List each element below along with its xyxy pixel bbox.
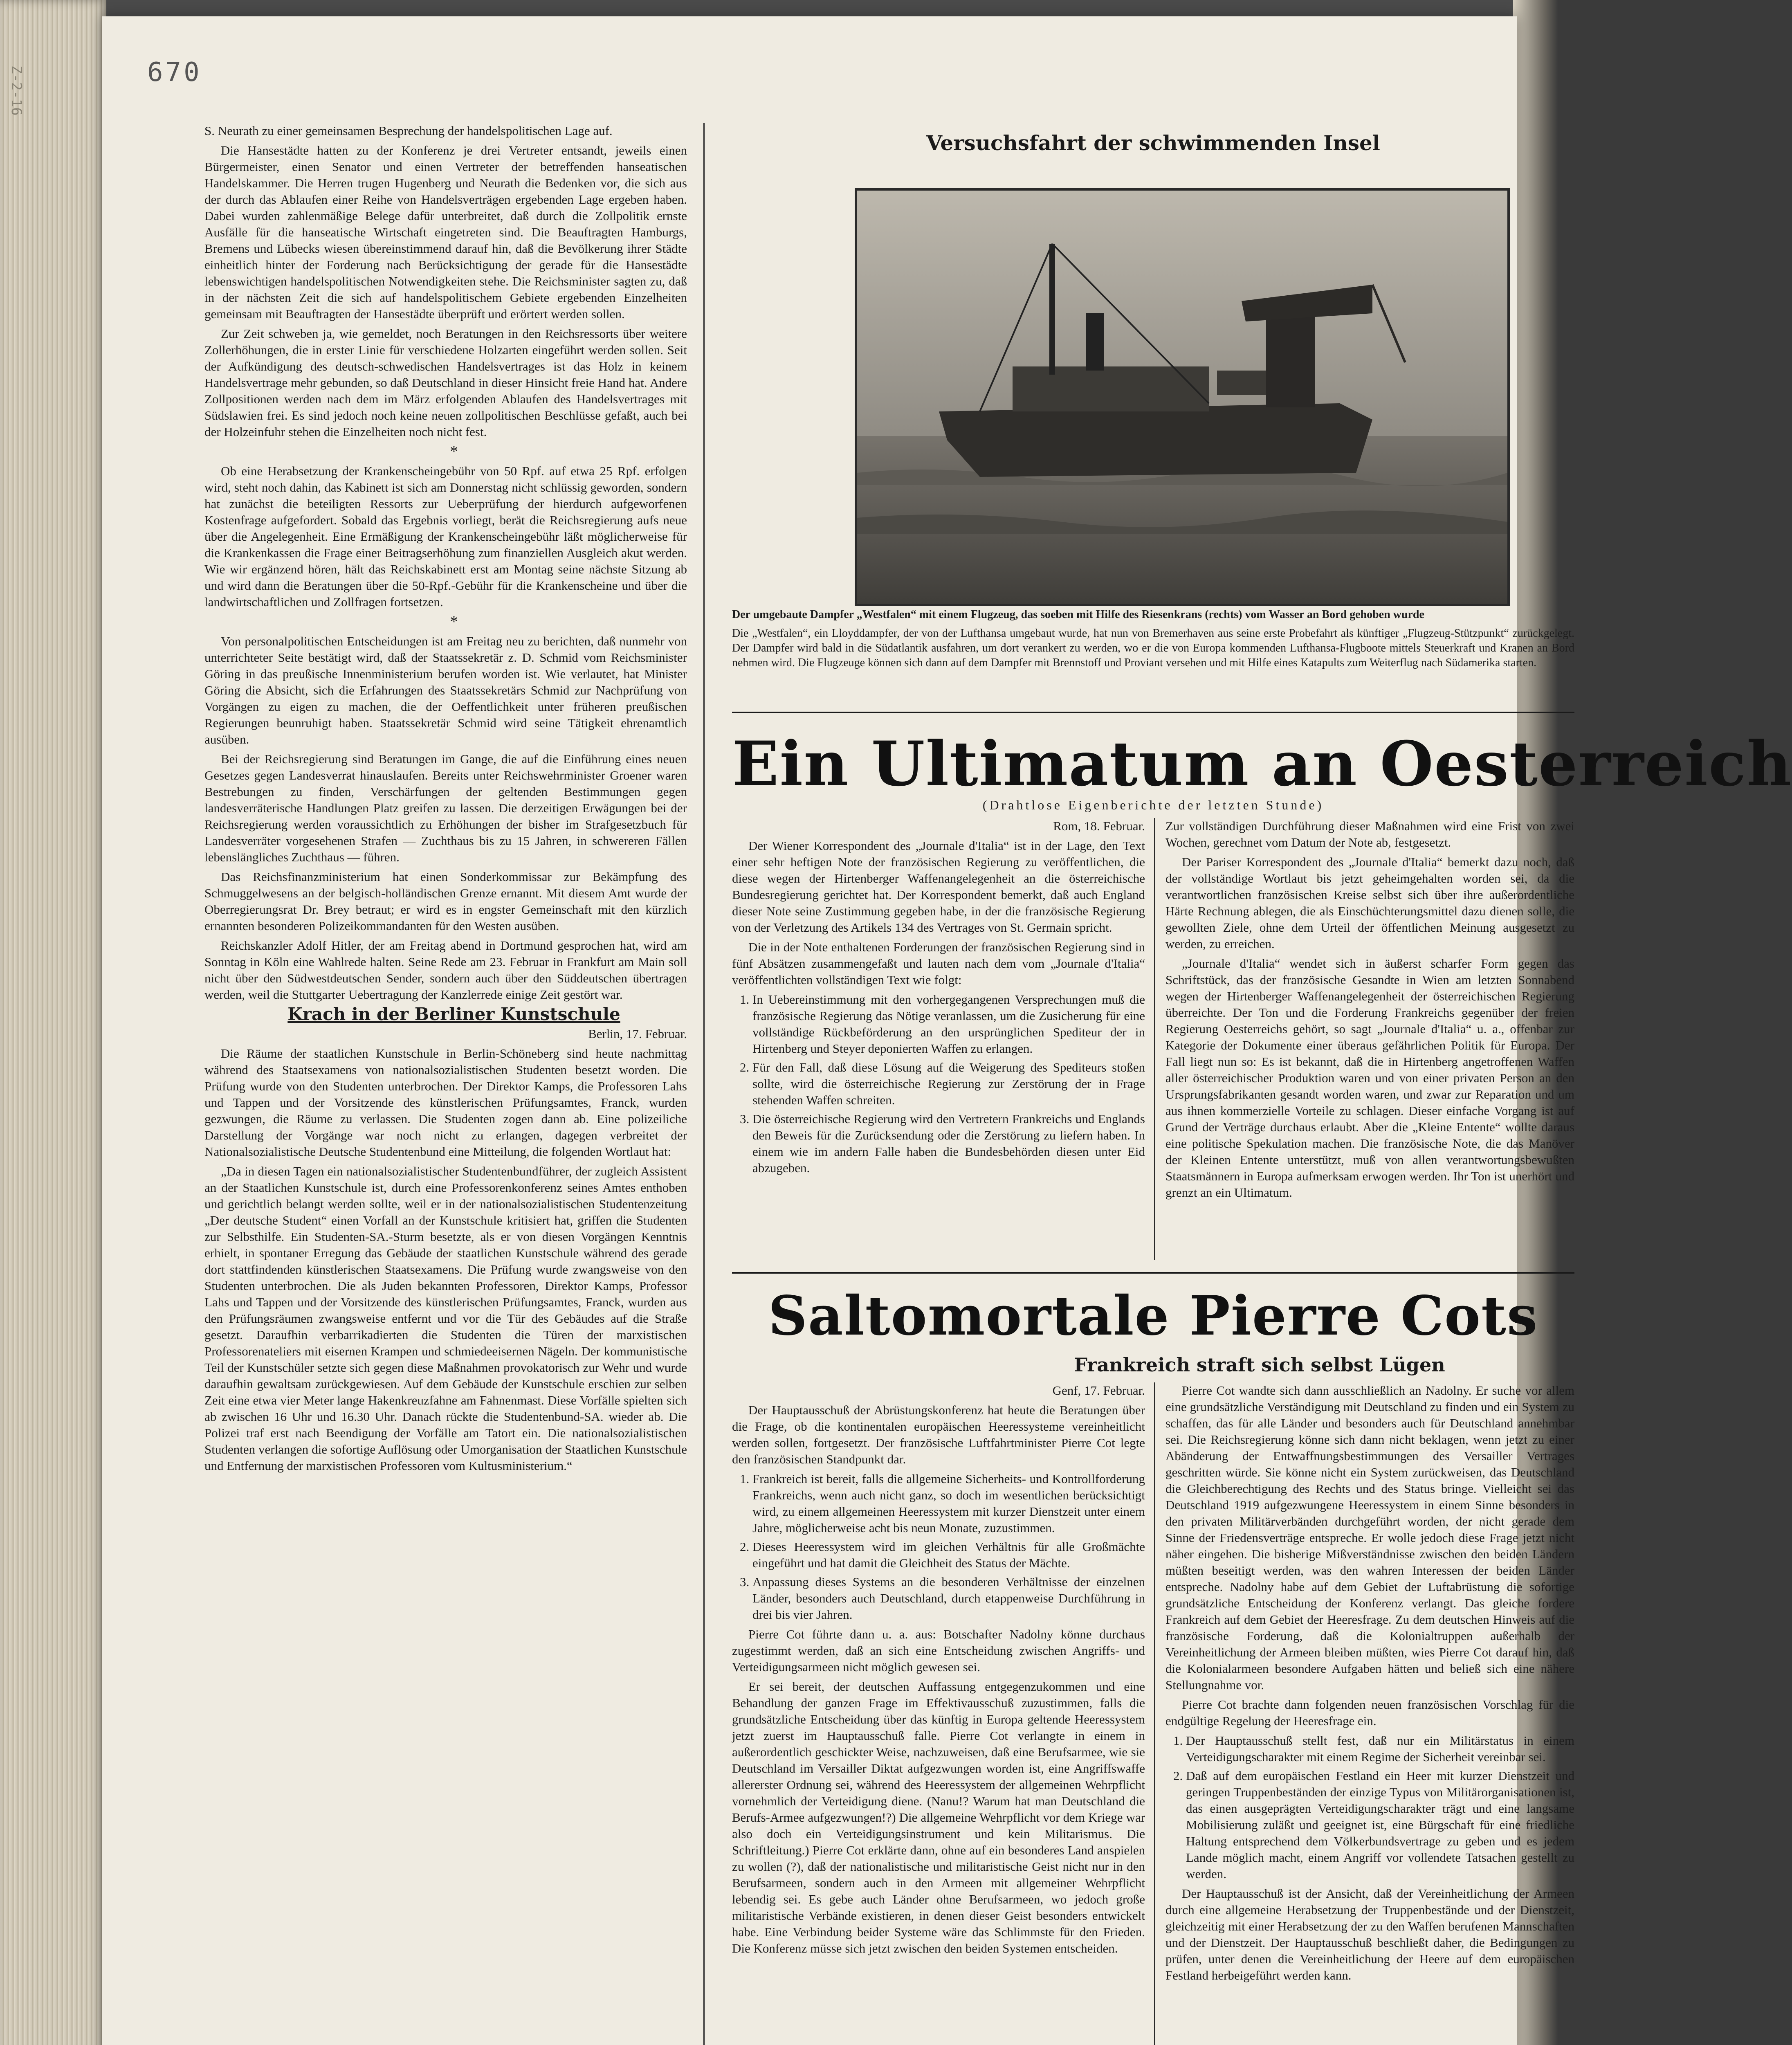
paragraph: S. Neurath zu einer gemeinsamen Besprechung der handelspolitischen Lage auf.	[204, 124, 613, 138]
list-item: 1. Frankreich ist bereit, falls die allgemeine Sicherheits- und Kontrollforderung Frankreichs, wenn auch nicht ganz, so doch im wesentlichen berücksichtigt wird, zu einem allgemeinen Heeressystem mit kurzer Dienstzeit unter einem Jahre, möglicherweise acht bis neun Monate, zuzustimmen.	[752, 1471, 1145, 1536]
paragraph: Pierre Cot brachte dann folgenden neuen französischen Vorschlag für die endgültige Regelung der Heeresfrage ein.	[1165, 1697, 1574, 1728]
dateline: Berlin, 17. Februar.	[588, 1027, 687, 1041]
paragraph: Die in der Note enthaltenen Forderungen der französischen Regierung sind in fünf Absätzen zusammengefaßt und lauten nach dem vom „Journale d'Italia“ veröffentlichten vollständigen Text wie folgt:	[732, 940, 1145, 987]
paragraph: Reichskanzler Adolf Hitler, der am Freitag abend in Dortmund gesprochen hat, wird am Sonntag in Köln eine Wahlrede halten. Seine Rede am 23. Februar in Frankfurt am Main soll nicht über den Südwestdeutschen Sender, sondern auch über den Süddeutschen übertragen werden, weil die Stuttgarter Uebertragung der Kanzlerrede einige Zeit gestört war.	[204, 938, 687, 1002]
paragraph: Der Hauptausschuß der Abrüstungskonferenz hat heute die Beratungen über die Frage, ob die kontinentalen europäischen Heeressysteme vereinheitlicht werden sollen, fortgesetzt. Der französische Luftfahrtminister Pierre Cot legte den französischen Standpunkt dar.	[732, 1403, 1145, 1466]
section-divider	[732, 1272, 1574, 1274]
paragraph: Er sei bereit, der deutschen Auffassung entgegenzukommen und eine Behandlung der ganzen Frage im Effektivausschuß zuzustimmen, falls die grundsätzliche Entscheidung über das künftig in Europa geltende Heeressystem jetzt zuerst im Hauptausschuß falle. Pierre Cot verlangte in einem in außerordentlich geschickter Weise, nachzuweisen, daß eine Berufsarmee, wie sie Deutschland im Versailler Diktat aufgezwungen worden ist, eine Angriffswaffe allererster Ordnung sei, während des Heeressystem der allgemeinen Wehrpflicht vornehmlich der Verteidigung diene. (Nanu!? Warum hat man Deutschland die Berufs-Armee aufgezwungen!?) Die allgemeine Wehrpflicht vor dem Kriege war also doch ein Verteidigungsinstrument und kein Militarismus. Die Schriftleitung.) Pierre Cot erklärte dann, ohne auf ein besonderes Land anspielen zu wollen (?), daß der nationalistische und militaristische Geist nicht nur in den Berufsarmeen, sondern auch in den Armeen mit allgemeiner Wehrpflicht lebendig sei. Es gebe auch Länder ohne Berufsarmeen, wo jedoch große militaristische Verbände existieren, in denen dieser Geist besonders entwickelt habe. Eine Verbindung beider Systeme wäre das Schlimmste für den Frieden. Die Konferenz müsse sich jetzt zwischen den beiden Systemen entscheiden.	[732, 1679, 1145, 1955]
newspaper-page	[8, 16, 1792, 2045]
list-item: 3. Die österreichische Regierung wird den Vertretern Frankreichs und Englands den Beweis für die Zurücksendung oder die Zerstörung zu liefern haben. In einem wie im andern Falle haben die Bundesbehörden diesen unter Eid abzugeben.	[752, 1111, 1145, 1176]
page-number: 670	[147, 57, 202, 88]
column-rule	[703, 123, 705, 2045]
paragraph: Der Wiener Korrespondent des „Journale d'Italia“ ist in der Lage, den Text einer sehr heftigen Note der französischen Regierung zu veröffentlichen, die diese wegen der Hirtenberger Waffenangelegenheit an die österreichische Bundesregierung gerichtet hat. Der Korrespondent bemerkt, daß auch England dieser Note seine Zustimmung gegeben habe, in der die französische Regierung von der Verletzung des Artikels 134 des Vertrages von St. Germain spricht.	[732, 838, 1145, 935]
list-item: 1. In Uebereinstimmung mit den vorhergegangenen Versprechungen muß die französische Regierung das Nötige veranlassen, um die Zusicherung für eine vollständige Rückbeförderung an den ursprünglichen Spediteur der in Hirtenberg und Steyer deponierten Waffen zu erlangen.	[752, 991, 1145, 1057]
list-item: 1. Der Hauptausschuß stellt fest, daß nur ein Militärstatus in einem Verteidigungscharakter mit einem Regime der Sicherheit vereinbar sei.	[1186, 1733, 1574, 1765]
paragraph: Der Hauptausschuß ist der Ansicht, daß der Vereinheitlichung der Armeen durch eine allgemeine Herabsetzung der Truppenbestände und der Dienstzeit, gleichzeitig mit einer Herabsetzung der zu den Waffen berufenen Mannschaften und der Dienstzeit. Der Hauptausschuß beschließt daher, die Bedingungen zu prüfen, unter denen die Vereinheitlichung der Heere auf dem europäischen Festland herbeigeführt werden kann.	[1165, 1886, 1574, 1982]
article-headline-kunstschule: Krach in der Berliner Kunstschule	[287, 1004, 620, 1024]
caption-title: Der umgebaute Dampfer „Westfalen“ mit einem Flugzeug, das soeben mit Hilfe des Riesenkrans (rechts) vom Wasser an Bord gehoben wurde	[732, 608, 1424, 621]
ship-photo-illustration	[857, 191, 1507, 604]
subhead-ultimatum: (Drahtlose Eigenberichte der letzten Stunde)	[982, 798, 1324, 812]
column-rule	[1154, 818, 1155, 1260]
paragraph: Pierre Cot führte dann u. a. aus: Botschafter Nadolny könne durchaus zugestimmt werden, daß an sich eine Entscheidung zwischen Angriffs- und Verteidigungsarmeen nicht möglich gewesen sei.	[732, 1627, 1145, 1674]
dateline: Genf, 17. Februar.	[1052, 1383, 1145, 1398]
ultimatum-column-2	[1165, 818, 1574, 1264]
headline-pierre-cot: Saltomortale Pierre Cots	[768, 1284, 1538, 1348]
subhead-pierre-cot: Frankreich straft sich selbst Lügen	[1074, 1354, 1445, 1376]
paragraph: Die Räume der staatlichen Kunstschule in Berlin-Schöneberg sind heute nachmittag während des Staatsexamens von nationalsozialistischen Studenten besetzt worden. Die Prüfung wurde von den Studenten unterbrochen. Der Direktor Kamps, die Professoren Lahs und Tappen und der Vorsitzende des künstlerischen Prüfungsamtes, Franck, wurden gezwungen, die Räume zu verlassen. Die Studenten zogen dann ab. Eine polizeiliche Darstellung der Vorgänge war noch nicht zu erlangen, dagegen verbreitet der Nationalsozialistische Deutsche Studentenbund eine Mitteilung, die folgenden Wortlaut hat:	[204, 1046, 687, 1159]
list-item: 2. Für den Fall, daß diese Lösung auf die Weigerung des Spediteurs stoßen sollte, wird die österreichische Regierung zur Zerstörung der in Frage stehenden Waffen schreiten.	[752, 1059, 1145, 1108]
photo-caption	[732, 607, 1574, 670]
paragraph: Die Hansestädte hatten zu der Konferenz je drei Vertreter entsandt, jeweils einen Bürgermeister, einen Senator und einen Vertreter der betreffenden hanseatischen Handelskammer. Die Herren trugen Hugenberg und Neurath die Bedenken vor, die sich aus der durch das Ablaufen einer Reihe von Handelsverträgen ergebenden Lage ergeben haben. Dabei wurden zahlenmäßige Belege dafür unterbreitet, daß durch die Zollpolitik ernste Ausfälle für die hanseatische Wirtschaft eingetreten sind. Die Beauftragten Hamburgs, Bremens und Lübecks wiesen übereinstimmend darauf hin, daß die Bevölkerung ihrer Städte einheitlich hinter der Forderung nach Berücksichtigung der gerade für die Hansestädte lebenswichtigen handelspolitischen Notwendigkeiten stehe. Die Reichsminister sagten zu, daß in der nächsten Zeit die sich auf handelspolitischem Gebiete ergebenden Einzelheiten gemeinsam mit Beauftragten der Hansestädte überprüft und erörtert werden sollen.	[204, 143, 687, 321]
book-page-edges	[0, 0, 106, 2045]
headline-ultimatum: Ein Ultimatum an Oesterreich	[732, 728, 1792, 800]
list-item: 2. Dieses Heeressystem wird im gleichen Verhältnis für alle Großmächte eingeführt und hat damit die Gleichheit des Status der Mächte.	[752, 1539, 1145, 1571]
paragraph: „Da in diesen Tagen ein nationalsozialistischer Studentenbundführer, der zugleich Assistent an der Staatlichen Kunstschule ist, durch eine Professorenkonferenz seines Amtes enthoben und gerichtlich belangt werden sollte, weil er in der nationalsozialistischen Studentenzeitung „Der deutsche Student“ einen Vorfall an der Kunstschule kritisiert hat, griffen die Studenten zur Selbsthilfe. Ein Studenten-SA.-Sturm besetzte, als er von diesen Vorgängen Kenntnis erhielt, in spontaner Erregung das Gebäude der staatlichen Kunstschule während des gerade dort stattfindenden künstlerischen Staatsexamens. Die Prüfung wurde zwangsweise von den Studenten unterbrochen. Die als Juden bekannten Professoren, Direktor Kamps, Professor Lahs und Tappen und der Vorsitzende des künstlerischen Prüfungsamtes, Franck, wurden aus den Prüfungsräumen zwangsweise entfernt und vor die Tür des Gebäudes auf die Straße gesetzt. Daraufhin verbarrikadierten die Studenten die Türen der marxistischen Professorenateliers mit eisernen Krampen und schmiedeeisernen Nägeln. Der kommunistische Teil der Kunstschüler setzte sich gegen diese Maßnahmen provokatorisch zur Wehr und wurde daraufhin gewaltsam zurückgewiesen. Auf dem Gebäude der Kunstschule erschien zur selben Zeit eine etwa vier Meter lange Hakenkreuzfahne am Fahnenmast. Diese Vorfälle spielten sich ab zwischen 16 Uhr und 16.30 Uhr. Danach rückte die Studentenbund-SA. wieder ab. Die Polizei traf erst nach Beendigung der Vorfälle am Tatort ein. Die nationalsozialistischen Studenten verlangen die sofortige Auflösung oder Umorganisation der Staatlichen Kunstschule und Entfernung der marxistischen Professoren vom Kultusministerium.“	[204, 1164, 687, 1473]
paragraph: Zur vollständigen Durchführung dieser Maßnahmen wird eine Frist von zwei Wochen, gerechnet vom Datum der Note ab, festgesetzt.	[1165, 819, 1574, 849]
column-rule	[1154, 1382, 1155, 2045]
paragraph: Zur Zeit schweben ja, wie gemeldet, noch Beratungen in den Reichsressorts über weitere Zollerhöhungen, die in erster Linie für verschiedene Holzarten eingeführt werden sollen. Seit der Aufkündigung des deutsch-schwedischen Handelsvertrages ist das Holz in keinem Handelsvertrage mehr gebunden, so daß Deutschland in dieser Hinsicht freie Hand hat. Andere Zollpositionen werden nach dem im März erfolgenden Ablaufen des Handelsvertrages mit Südslawien frei. Es sind jedoch noch keine neuen zollpolitischen Beschlüsse gefaßt, auch bei der Holzeinfuhr stehen die Einzelheiten noch nicht fest.	[204, 326, 687, 439]
paragraph: Bei der Reichsregierung sind Beratungen im Gange, die auf die Einführung eines neuen Gesetzes gegen Landesverrat hinauslaufen. Bereits unter Reichswehrminister Groener waren Bestrebungen zu finden, Verschärfungen der geltenden Bestimmungen gegen landesverräterische Handlungen Platz greifen zu lassen. Die derzeitigen Erwägungen bei der Reichsregierung werden voraussichtlich zu Erhöhungen der bisher im Strafgesetzbuch für Landesverräter vorgesehenen Strafen — Zuchthaus bis zu 15 Jahren, in schwereren Fällen lebenslängliches Zuchthaus — führen.	[204, 752, 687, 864]
paragraph: Von personalpolitischen Entscheidungen ist am Freitag neu zu berichten, daß nunmehr von unterrichteter Seite bestätigt wird, daß der Staatssekretär z. D. Schmid vom Reichsminister Göring in das preußische Innenministerium berufen worden ist. Wie verlautet, hat Minister Göring die Absicht, sich die Erfahrungen des Staatssekretärs Schmid zur Nachprüfung von Vorgängen zu eigen zu machen, die der Oeffentlichkeit unter früheren preußischen Regierungen beunruhigt haben. Staatssekretär Schmid wird seine Tätigkeit ehrenamtlich ausüben.	[204, 634, 687, 746]
separator-star: *	[450, 442, 458, 461]
paragraph: „Journale d'Italia“ wendet sich in äußerst scharfer Form gegen das Schriftstück, das der französische Gesandte in Wien am letzten Sonnabend wegen der Hirtenberger Waffenangelegenheit der österreichischen Regierung überreichte. Der Ton und die Forderung Frankreichs gegenüber der freien Regierung Oesterreichs gehört, so sagt „Journale d'Italia“ u. a., offenbar zur Kategorie der Dokumente einer überaus gefährlichen Politik für Europa. Der Fall liegt nun so: Es ist bekannt, daß die in Hirtenberg angetroffenen Waffen aller österreichischer Produktion waren und von einer privaten Person an den Ursprungsfabrikanten gesandt worden waren, und zwar zur Reparation und um aus ihnen kommerzielle Vorteile zu schlagen. Dieser einfache Vorgang ist auf Grund der Verträge durchaus erlaubt. Aber die „Kleine Entente“ wollte daraus eine politische Spekulation machen. Die französische Note, die das Manöver der Kleinen Entente unterstützt, muß von allen verantwortungsbewußten Staatsmännern in Europa aufmerksam erwogen werden. Ihr Ton ist unerhört und grenzt an ein Ultimatum.	[1165, 956, 1574, 1200]
list-item: 3. Anpassung dieses Systems an die besonderen Verhältnisse der einzelnen Länder, besonders auch Deutschland, durch etappenweise Durchführung in drei bis vier Jahren.	[752, 1574, 1145, 1623]
cot-column-1	[732, 1382, 1145, 2045]
caption-text: Die „Westfalen“, ein Lloyddampfer, der von der Lufthansa umgebaut wurde, hat nun von Bremerhaven aus seine erste Probefahrt als künftiger „Flugzeug-Stützpunkt“ zurückgelegt. Der Dampfer wird bald in die Südatlantik ausfahren, um dort verankert zu werden, wo er die von Europa kommenden Lufthansa-Flugboote mittels Steuerkraft und Kranen an Bord nehmen wird. Die Flugzeuge können sich dann auf dem Dampfer mit Brennstoff und Proviant versehen und mit Hilfe eines Katapults zum Weiterflug nach Südamerika starten.	[732, 627, 1574, 669]
paragraph: Ob eine Herabsetzung der Krankenscheingebühr von 50 Rpf. auf etwa 25 Rpf. erfolgen wird, steht noch dahin, das Kabinett ist sich am Donnerstag nicht schlüssig geworden, sondern hat zunächst die beteiligten Ressorts zur Ueberprüfung der hierdurch aufgeworfenen Kostenfrage aufgefordert. Sobald das Ergebnis vorliegt, berät die Reichsregierung aufs neue über die Angelegenheit. Eine Ermäßigung der Krankenscheingebühr läßt möglicherweise für die Krankenkassen die Frage einer Beitragserhöhung zum finanziellen Ausgleich akut werden. Wie wir ergänzend hören, hält das Reichskabinett erst am Montag seine nächste Sitzung ab und wird dann die Beratungen über die 50-Rpf.-Gebühr für die Krankenscheine und über die landwirtschaftlichen und Zollfragen fortsetzen.	[204, 464, 687, 609]
ship-photo	[855, 188, 1510, 606]
separator-star: *	[450, 612, 458, 631]
paragraph: Das Reichsfinanzministerium hat einen Sonderkommissar zur Bekämpfung des Schmuggelwesens an der belgisch-holländischen Grenze ernannt. Mit diesem Amt wurde der Oberregierungsrat Dr. Brey betraut; er wird es in engster Gemeinschaft mit den kürzlich ernannten besonderen Polizeikommandanten für den Westen ausüben.	[204, 870, 687, 933]
section-divider	[732, 712, 1574, 713]
paragraph: Pierre Cot wandte sich dann ausschließlich an Nadolny. Er suche vor allem eine grundsätzliche Verständigung mit Deutschland zu finden und ein System zu schaffen, das für alle Länder und besonders auch für Deutschland annehmbar sei. Die Reichsregierung könne sich dann nicht beklagen, wenn jetzt zu einer Abänderung der Entwaffnungsbestimmungen des Versailler Vertrages geschritten würde. Sie könne nicht ein System zurückweisen, das Deutschland die Gleichberechtigung des Rechts und des Status bringe. Vielleicht sei das Deutschland 1919 aufgezwungene Heeressystem in einem Sinne besonders in den privaten Militärverbänden durchgeführt worden, der nicht gerade dem Sinne der Friedensverträge entspreche. Er wolle jedoch diese Frage jetzt nicht näher eingehen. Die bisherige Mißverständnisse zwischen den beiden Ländern müßten beseitigt werden, was den wahren Interessen der beiden Länder entspreche. Nadolny habe auf dem Gebiet der Luftabrüstung die sofortige grundsätzliche Entscheidung der Konferenz verlangt. Das gleiche fordere Frankreich auf dem Gebiet der Heeresfrage. Zu dem deutschen Hinweis auf die französische Forderung, daß die Kolonialtruppen außerhalb der Vereinheitlichung der Armeen bleiben müßten, wies Pierre Cot darauf hin, daß die Kolonialarmeen besondere Aufgaben hätten und beließ sich eine nähere Stellungnahme vor.	[1165, 1383, 1574, 1692]
ultimatum-column-1	[732, 818, 1145, 1264]
cot-column-2	[1165, 1382, 1574, 2045]
list-item: 2. Daß auf dem europäischen Festland ein Heer mit kurzer Dienstzeit und geringen Truppenbeständen der einzige Typus von Militärorganisationen ist, das einen ausgeprägten Verteidigungscharakter trägt und eine langsame Mobilisierung zuläßt und geeignet ist, eine Bürgschaft für eine friedliche Haltung entsprechend dem Völkerbundsvertrage zu geben und es jedem Lande möglich macht, einem Angriff vor vollendete Tatsachen gestellt zu werden.	[1186, 1768, 1574, 1882]
left-column	[204, 123, 687, 2045]
paragraph: Der Pariser Korrespondent des „Journale d'Italia“ bemerkt dazu noch, daß der vollständige Wortlaut bis jetzt geheimgehalten worden sei, da die verantwortlichen französischen Kreise selbst sich über ihre außerordentliche Härte Rechnung ablegen, die als Einschüchterungsmittel dazu dienen solle, die gewollten Ziele, ohne dem Urteil der öffentlichen Meinung ausgesetzt zu werden, zu erreichen.	[1165, 855, 1574, 951]
dateline: Rom, 18. Februar.	[1053, 819, 1145, 833]
photo-headline: Versuchsfahrt der schwimmenden Insel	[926, 131, 1380, 155]
margin-stamp: Z-2-16	[8, 65, 25, 116]
